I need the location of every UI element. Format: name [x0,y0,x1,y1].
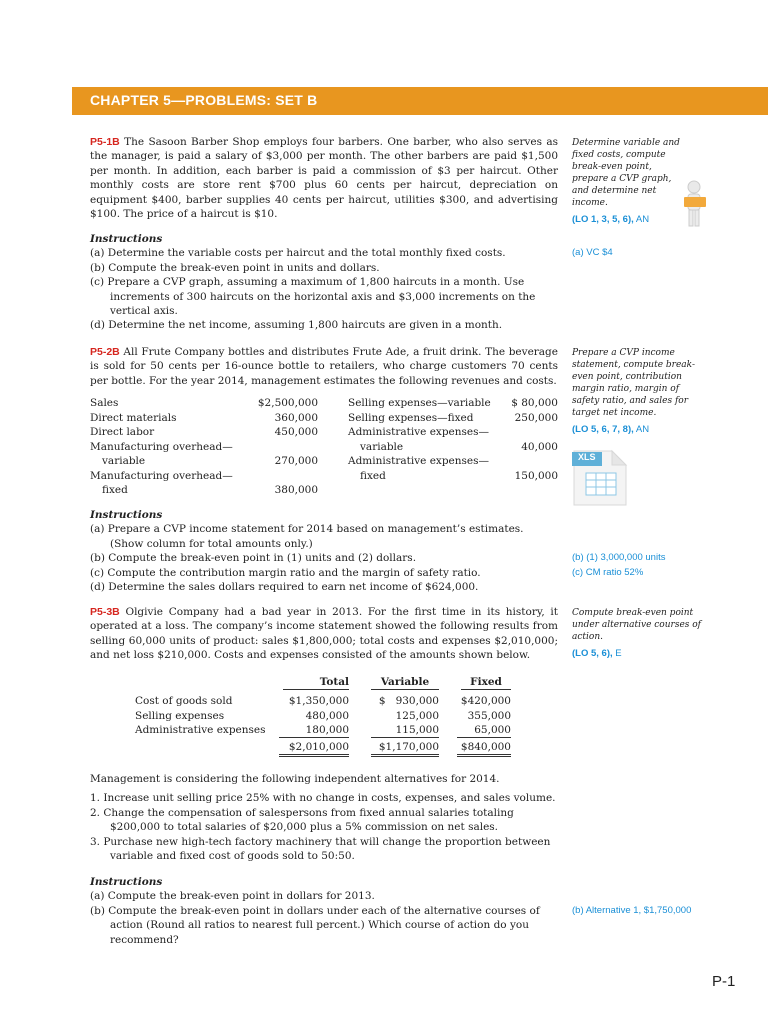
instruction-item: (b) Compute the break-even point in units and dollars. [90,261,380,274]
cell-variable: $ 930,000 [378,695,439,707]
problem-p5-2b [90,345,558,388]
person-with-sign-icon [677,180,711,230]
item-value: 380,000 [274,484,318,496]
answer-p5-2b-b: (b) (1) 3,000,000 units [572,552,666,563]
problem-body: All Frute Company bottles and distributes Frute Ade, a fruit drink. The beverage is sold for 50 cents per 16-ounce bottle to retailers, who charge customers 70 cents per bottle. For the year 2014, management estimates the following revenues and costs. [90,346,558,387]
total-total: $2,010,000 [279,740,349,757]
item-label: Sales [90,397,119,409]
cell-fixed: 65,000 [457,723,511,738]
chapter-header-band [72,87,768,115]
item-value: 250,000 [514,411,558,424]
instructions-heading: Instructions [90,509,163,521]
item-label: Administrative expenses— [348,455,490,467]
instruction-item: (a) Determine the variable costs per haircut and the total monthly fixed costs. [90,247,506,260]
item-label: variable [360,440,404,453]
item-value: 360,000 [274,411,318,424]
instructions-list [90,246,558,332]
page-number: P-1 [712,973,736,990]
problem-id: P5-1B [90,136,120,148]
problem-body: Olgivie Company had a bad year in 2013. For the first time in its history, it operated at a loss. The company’s income statement showed the following results from selling 60,000 units of product: sales $1,800,000; total costs and expenses $2,010,000; and net loss $210,000. Costs and expenses consisted of the amounts shown below. [90,606,558,662]
learning-objectives: (LO 5, 6, 7, 8), AN [572,424,650,435]
problem-id: P5-3B [90,606,120,618]
instruction-item: (b) Compute the break-even point in dollars under each of the alternative courses of action (Round all ratios to nearest full percent.) Which course of action do you recommend? [90,904,540,946]
alternative-item: 2. Change the compensation of salespersons from fixed annual salaries totaling $200,000 to total salaries of $20,000 plus a 5% commission on net sales. [90,806,514,834]
answer-p5-2b-c: (c) CM ratio 52% [572,567,644,578]
cell-total: 480,000 [305,709,349,722]
instructions-heading: Instructions [90,233,163,245]
problem-p5-3b [90,605,558,663]
alternatives-list [90,791,558,863]
alternative-item: 3. Purchase new high-tech factory machinery that will change the proportion between variable and fixed cost of goods sold to 50:50. [90,835,551,863]
xls-label: XLS [578,452,596,462]
total-fixed: $840,000 [457,740,511,757]
item-label: Administrative expenses— [348,426,490,438]
item-value: 270,000 [274,455,318,467]
item-value: $ 80,000 [511,397,558,409]
column-header: Total [283,675,349,690]
problem-id: P5-2B [90,346,120,358]
item-label: Selling expenses—variable [348,397,491,409]
cell-variable: 125,000 [395,709,439,722]
cell-fixed: 355,000 [467,709,511,722]
column-header: Fixed [461,675,511,690]
item-label: variable [102,455,146,467]
spreadsheet-icon [572,449,628,507]
instruction-item: (a) Compute the break-even point in dollars for 2013. [90,890,375,903]
answer-p5-1b: (a) VC $4 [572,247,613,258]
side-note-text: Prepare a CVP income statement, compute break-even point, contribution margin ratio, margin of safety ratio, and sales for target net income. [572,348,695,418]
problem-text [90,345,558,388]
item-label: Direct materials [90,411,177,424]
column-header: Variable [371,675,439,690]
cell-total: $1,350,000 [288,695,349,707]
problem-text [90,605,558,663]
instruction-item: (c) Compute the contribution margin ratio and the margin of safety ratio. [90,566,481,579]
learning-objectives: (LO 1, 3, 5, 6), AN [572,214,650,225]
side-note-p5-3b [572,607,704,660]
total-variable: $1,170,000 [371,740,439,757]
problem-body: The Sasoon Barber Shop employs four barbers. One barber, who also serves as the manager, is paid a salary of $3,000 per month. The other barbers are paid $1,500 per month. In addition, each barber is paid a commission of $3 per haircut. Other monthly costs are store rent $700 plus 60 cents per haircut, depreciation on equipment $400, barber supplies 40 cents per haircut, utilities $300, and advertising $100. The price of a haircut is $10. [90,136,559,221]
instructions-p5-1b [90,232,558,333]
cost-breakdown-table [135,675,515,760]
instruction-item: (a) Prepare a CVP income statement for 2014 based on management’s estimates. (Show column for total amounts only.) [90,523,524,550]
instructions-list [90,889,558,947]
instructions-p5-3b [90,875,558,947]
cell-variable: 115,000 [371,723,439,738]
instructions-p5-2b [90,508,558,594]
alternatives-p5-3b [90,772,558,863]
item-label: fixed [102,484,128,496]
learning-objectives: (LO 5, 6), E [572,648,622,659]
item-value: 450,000 [274,426,318,438]
item-label: fixed [360,469,386,482]
instruction-item: (d) Determine the sales dollars required to earn net income of $624,000. [90,581,479,594]
instructions-list [90,522,558,594]
item-value: 150,000 [514,469,558,482]
side-note-text: Determine variable and fixed costs, compute break-even point, prepare a CVP graph, and determine net income. [572,138,680,208]
row-label: Selling expenses [135,709,225,722]
side-note-p5-2b [572,347,700,436]
problem-text [90,135,558,221]
cell-fixed: $420,000 [460,695,511,707]
item-value: 40,000 [521,440,558,453]
answer-p5-3b: (b) Alternative 1, $1,750,000 [572,905,692,916]
alternatives-intro: Management is considering the following independent alternatives for 2014. [90,773,500,785]
instruction-item: (b) Compute the break-even point in (1) units and (2) dollars. [90,552,417,565]
row-label: Administrative expenses [135,724,266,736]
item-label: Manufacturing overhead— [90,469,233,482]
chapter-title: CHAPTER 5—PROBLEMS: SET B [90,92,318,108]
instruction-item: (d) Determine the net income, assuming 1,800 haircuts are given in a month. [90,319,503,332]
side-note-text: Compute break-even point under alternative courses of action. [572,608,701,642]
alternative-item: 1. Increase unit selling price 25% with no change in costs, expenses, and sales volume. [90,792,556,805]
revenue-cost-table [90,396,560,500]
row-label: Cost of goods sold [135,695,233,707]
cell-total: 180,000 [279,723,349,738]
instruction-item: (c) Prepare a CVP graph, assuming a maximum of 1,800 haircuts in a month. Use increments of 300 haircuts on the horizontal axis and $3,000 increments on the vertical axis. [90,276,536,318]
problem-p5-1b [90,135,558,221]
instructions-heading: Instructions [90,876,163,888]
item-label: Direct labor [90,426,155,438]
item-value: $2,500,000 [257,397,318,409]
item-label: Selling expenses—fixed [348,411,474,424]
item-label: Manufacturing overhead— [90,440,233,453]
